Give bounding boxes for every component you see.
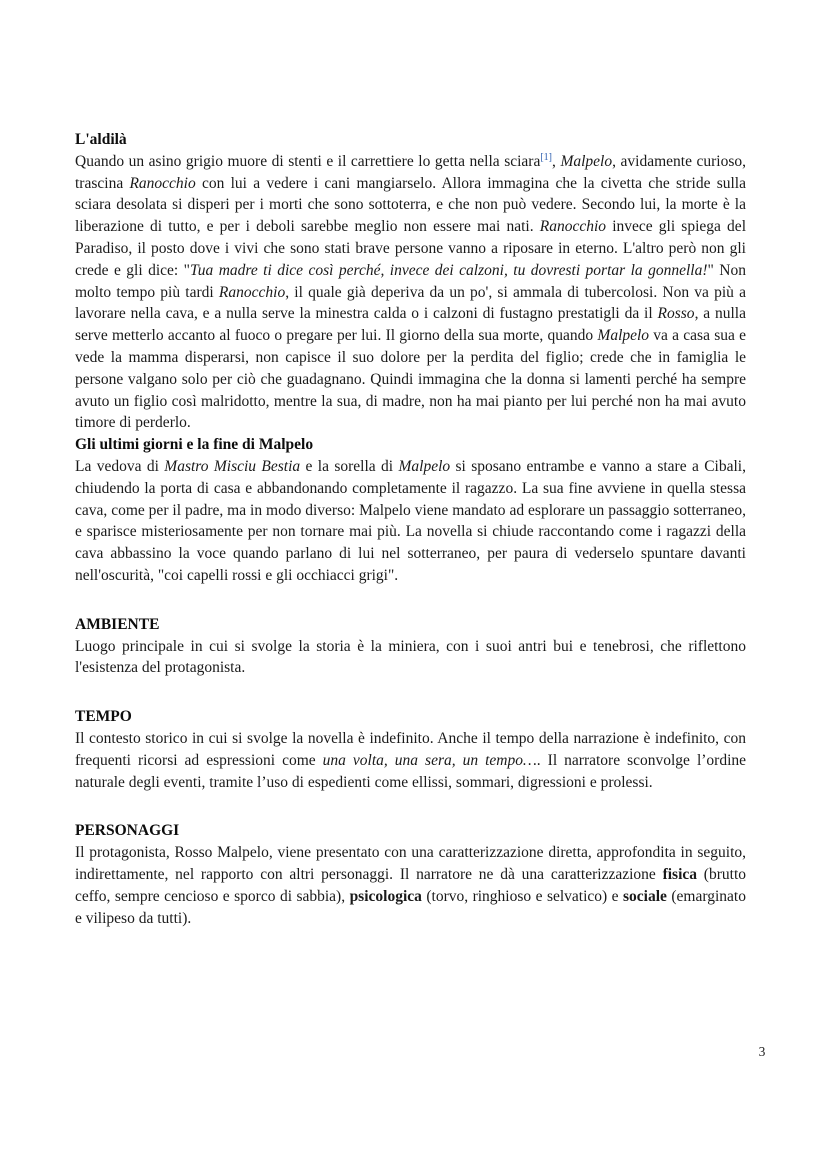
text-run: , a nulla serve metterlo accanto al fuoco o pregare per lui. Il giorno della sua morte, quando <box>75 305 746 345</box>
text-run: AMBIENTE <box>75 615 160 633</box>
paragraph <box>75 456 746 587</box>
text-run: e la sorella di <box>300 457 399 475</box>
text-run: fisica <box>662 865 698 883</box>
text-run: Il protagonista, Rosso Malpelo, viene presentato con una caratterizzazione diretta, approfondita in seguito, indirettamente, nel rapporto con altri personaggi. Il narratore ne dà una caratterizzazione <box>75 844 746 883</box>
paragraph <box>75 636 746 680</box>
text-run: (emarginato e vilipeso da tutti). <box>75 887 746 927</box>
text-run: va a casa sua e vede la mamma disperarsi, non capisce il suo dolore per la perdita del figlio; crede che in famiglia le persone valgano solo per ciò che guadagnano. Quindi immagina che la donna si lamenti perché ha sempre avuto un figlio così malridotto, mentre la sua, di madre, non ha mai pianto per lui perché non ha mai avuto timore di perderlo. <box>75 327 746 432</box>
text-run: Il contesto storico in cui si svolge la novella è indefinito. Anche il tempo della narrazione è indefinito, con frequenti ricorsi ad espressioni come <box>75 729 746 769</box>
text-run: invece gli spiega del Paradiso, il posto dove i vivi che sono stati brave persone vanno a riposare in eterno. L'altro però non gli crede e gli dice: " <box>75 218 746 279</box>
section-heading <box>75 434 746 456</box>
text-run: (brutto ceffo, sempre cencioso e sporco di sabbia), <box>75 865 746 905</box>
text-run: Mastro Misciu Bestia <box>164 457 301 475</box>
document-content <box>75 129 746 929</box>
text-run: Malpelo <box>560 152 613 170</box>
section-heading <box>75 129 746 151</box>
text-run: PERSONAGGI <box>75 822 180 840</box>
text-run: Luogo principale in cui si svolge la storia è la miniera, con i suoi antri bui e tenebrosi, che riflettono l'esistenza del protagonista. <box>75 637 746 677</box>
section-heading <box>75 614 746 636</box>
text-run: Quando un asino grigio muore di stenti e il carrettiere lo getta nella sciara <box>75 152 541 170</box>
text-run: Ranocchio <box>218 283 286 301</box>
text-run: una volta, una sera, un tempo… <box>322 751 537 769</box>
text-run: psicologica <box>349 887 422 905</box>
text-run: (torvo, ringhioso e selvatico) e <box>421 887 624 905</box>
text-run: Gli ultimi giorni e la fine di Malpelo <box>75 436 314 454</box>
text-run: La vedova di <box>75 457 165 475</box>
text-run: , avidamente curioso, trascina <box>75 152 746 192</box>
text-run: " Non molto tempo più tardi <box>75 261 746 301</box>
section-heading <box>75 706 746 728</box>
text-run: TEMPO <box>75 708 132 726</box>
text-run: sociale <box>623 887 667 905</box>
text-run: Ranocchio <box>539 218 607 236</box>
text-run: Ranocchio <box>129 174 196 192</box>
text-run: Tua madre ti dice così perché, invece dei calzoni, tu dovresti portar la gonnella! <box>190 261 708 279</box>
text-run: Rosso <box>657 305 695 323</box>
text-run: si sposano entrambe e vanno a stare a Cibali, chiudendo la porta di casa e abbandonando completamente il ragazzo. La sua fine avviene in quella stessa cava, come per il padre, ma in modo diverso: Malpelo viene mandato ad esplorare un passaggio sotterraneo, e sparisce misteriosamente per non tornare mai più. La novella si chiude raccontando come i ragazzi della cava abbassino la voce quando parlano di lui nel sotterraneo, per paura di vederselo spuntare davanti nell'oscurità, "coi capelli rossi e gli occhiacci grigi". <box>75 457 746 584</box>
text-run: con lui a vedere i cani mangiarselo. Allora immagina che la civetta che stride sulla sciara desolata si disperi per i morti che sono sottoterra, e che non può vedere. Secondo lui, la morte è la liberazione di tutto, e per i deboli sarebbe meglio non essere mai nati. <box>75 174 746 236</box>
text-run: , il quale già deperiva da un po', si ammala di tubercolosi. Non va più a lavorare nella cava, e a nulla serve la minestra calda o i calzoni di fustagno prestatigli da il <box>75 283 746 323</box>
text-run: . Il narratore sconvolge l’ordine naturale degli eventi, tramite l’uso di espedienti come ellissi, sommari, digressioni e prolessi. <box>75 751 747 791</box>
text-run: , <box>552 152 561 170</box>
text-run: Malpelo <box>398 457 451 475</box>
footnote-ref-link[interactable]: [1] <box>540 151 553 163</box>
page-number: 3 <box>758 1044 766 1059</box>
paragraph <box>75 842 746 929</box>
paragraph <box>75 728 746 793</box>
text-run: Malpelo <box>597 327 650 345</box>
section-heading <box>75 820 746 842</box>
text-run: L'aldilà <box>75 131 127 148</box>
paragraph <box>75 151 746 434</box>
